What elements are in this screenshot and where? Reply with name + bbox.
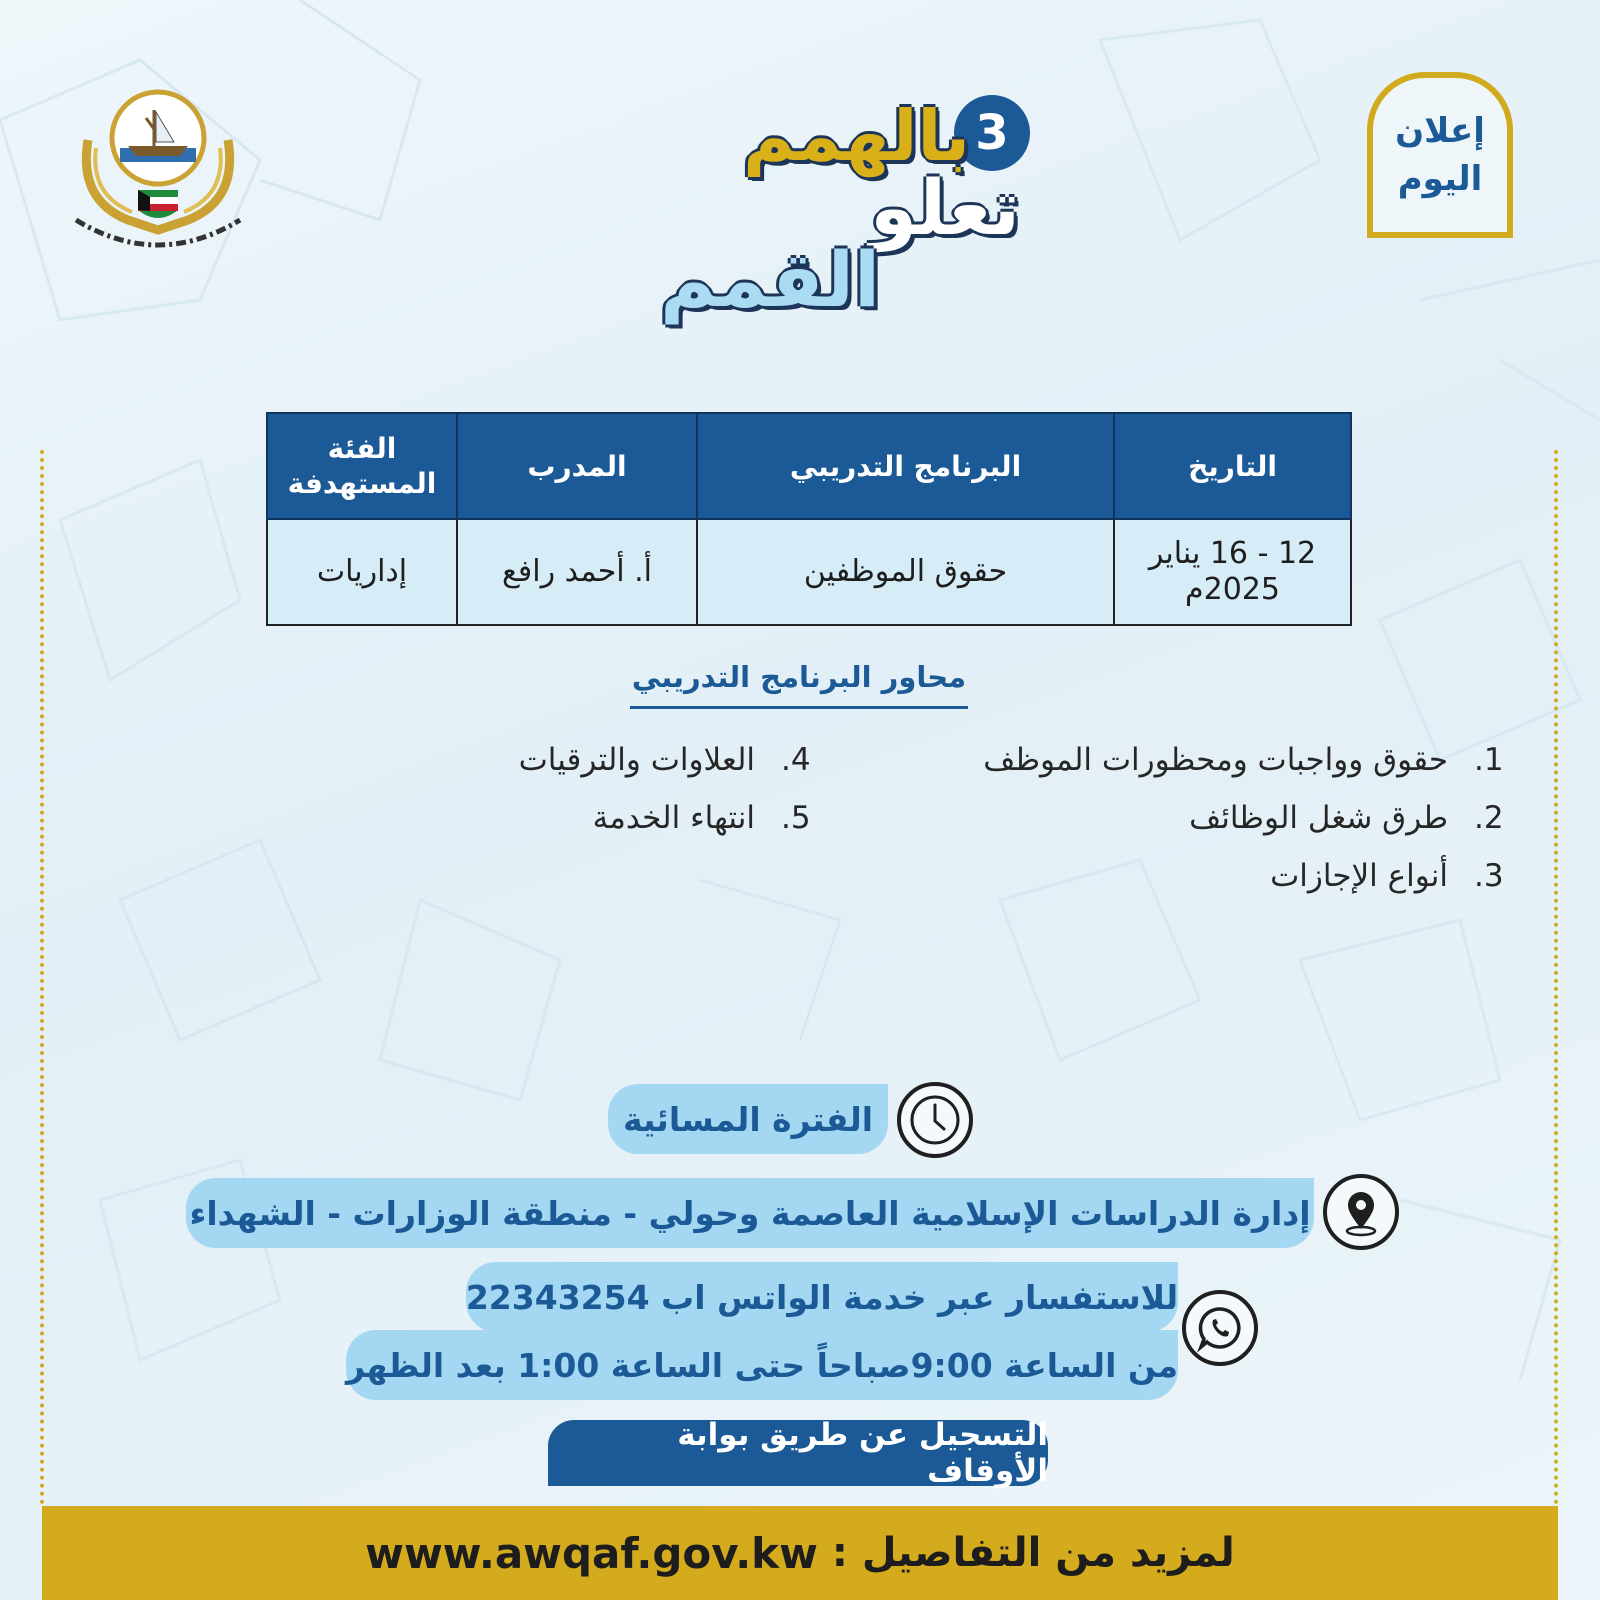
badge-line-2: اليوم [1397,159,1483,199]
cell-date: 12 - 16 يناير 2025م [1114,519,1351,625]
list-item [1189,800,1508,836]
footer-label: لمزيد من التفاصيل : [831,1530,1235,1576]
announcement-badge [1367,72,1513,238]
whatsapp-label: للاستفسار عبر خدمة الواتس اب 22343254 [466,1262,1178,1332]
list-item [593,800,815,836]
header-audience: الفئة المستهدفة [267,413,457,519]
title-line-2: تعلو [869,163,1020,252]
campaign-title [580,95,1030,345]
title-line-3: القمم [660,235,880,324]
list-item-text: حقوق وواجبات ومحظورات الموظف [983,742,1448,778]
axes-title: محاور البرنامج التدريبي [630,660,968,709]
cell-trainer: أ. أحمد رافع [457,519,697,625]
list-item-text: طرق شغل الوظائف [1189,800,1448,836]
period-label: الفترة المسائية [608,1084,888,1154]
location-pin-icon [1323,1174,1399,1250]
cell-audience: إداريات [267,519,457,625]
program-table [266,412,1352,626]
list-item [983,742,1508,778]
list-item-text: العلاوات والترقيات [518,742,755,778]
list-item-text: أنواع الإجازات [1270,858,1448,894]
list-item [519,742,815,778]
table-header-row [267,413,1351,519]
ministry-logo [58,70,258,260]
list-item-text: انتهاء الخدمة [592,800,755,836]
cell-program: حقوق الموظفين [697,519,1114,625]
list-item-number: 1. [1474,742,1504,778]
list-item-number: 3. [1474,858,1504,894]
hours-label: من الساعة 9:00صباحاً حتى الساعة 1:00 بعد الظهر [346,1330,1178,1400]
left-dotted-border [40,450,44,1505]
header-trainer: المدرب [457,413,697,519]
title-line-1: بالهمم [743,95,970,177]
registration-label: التسجيل عن طريق بوابة الأوقاف [548,1420,1048,1486]
whatsapp-icon [1182,1290,1258,1366]
website-link[interactable]: www.awqaf.gov.kw [365,1528,818,1578]
list-item-number: 4. [781,742,811,778]
header-program: البرنامج التدريبي [697,413,1114,519]
header-date: التاريخ [1114,413,1351,519]
edition-number-badge: 3 [954,95,1030,171]
list-item-number: 5. [781,800,811,836]
clock-icon [897,1082,973,1158]
list-item-number: 2. [1474,800,1504,836]
footer-bar [42,1506,1558,1600]
location-label: إدارة الدراسات الإسلامية العاصمة وحولي - منطقة الوزارات - الشهداء [186,1178,1314,1248]
badge-line-1: إعلان [1395,111,1485,151]
right-dotted-border [1554,450,1558,1505]
table-row [267,519,1351,625]
list-item [1270,858,1508,894]
